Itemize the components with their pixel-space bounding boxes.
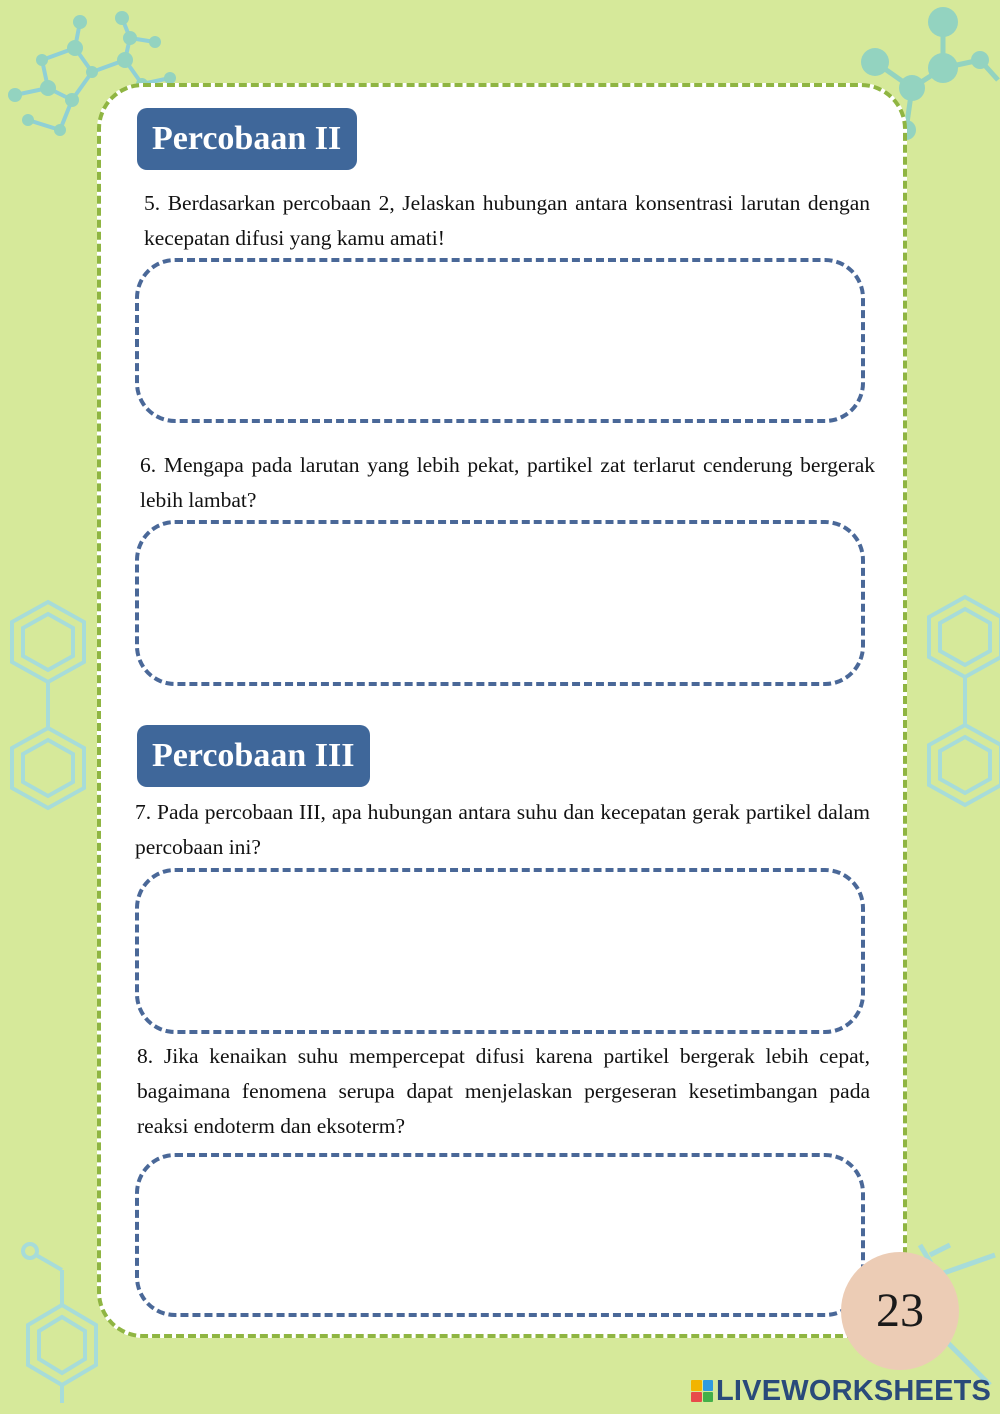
answer-box-question-8[interactable] bbox=[135, 1153, 865, 1317]
page-number-badge: 23 bbox=[841, 1252, 959, 1370]
answer-box-question-6[interactable] bbox=[135, 520, 865, 686]
question-5-text: 5. Berdasarkan percobaan 2, Jelaskan hubungan antara konsentrasi larutan dengan kecepatan difusi yang kamu amati! bbox=[144, 191, 870, 250]
liveworksheets-logo-icon bbox=[691, 1380, 713, 1402]
question-7-text: 7. Pada percobaan III, apa hubungan antara suhu dan kecepatan gerak partikel dalam percobaan ini? bbox=[135, 800, 870, 859]
question-6-text: 6. Mengapa pada larutan yang lebih pekat, partikel zat terlarut cenderung bergerak lebih lambat? bbox=[140, 453, 875, 512]
question-8-text: 8. Jika kenaikan suhu mempercepat difusi karena partikel bergerak lebih cepat, bagaimana fenomena serupa dapat menjelaskan pergeseran kesetimbangan pada reaksi endoterm dan eksoterm? bbox=[137, 1044, 870, 1138]
brand-name: LIVEWORKSHEETS bbox=[716, 1374, 992, 1407]
section-heading-percobaan-2: Percobaan II bbox=[137, 108, 357, 170]
benzene-rings-left-icon bbox=[0, 590, 100, 830]
liveworksheets-brand[interactable] bbox=[691, 1374, 991, 1408]
section-heading-percobaan-3: Percobaan III bbox=[137, 725, 370, 787]
answer-box-question-7[interactable] bbox=[135, 868, 865, 1034]
benzene-rings-right-icon bbox=[905, 585, 1000, 830]
answer-box-question-5[interactable] bbox=[135, 258, 865, 423]
